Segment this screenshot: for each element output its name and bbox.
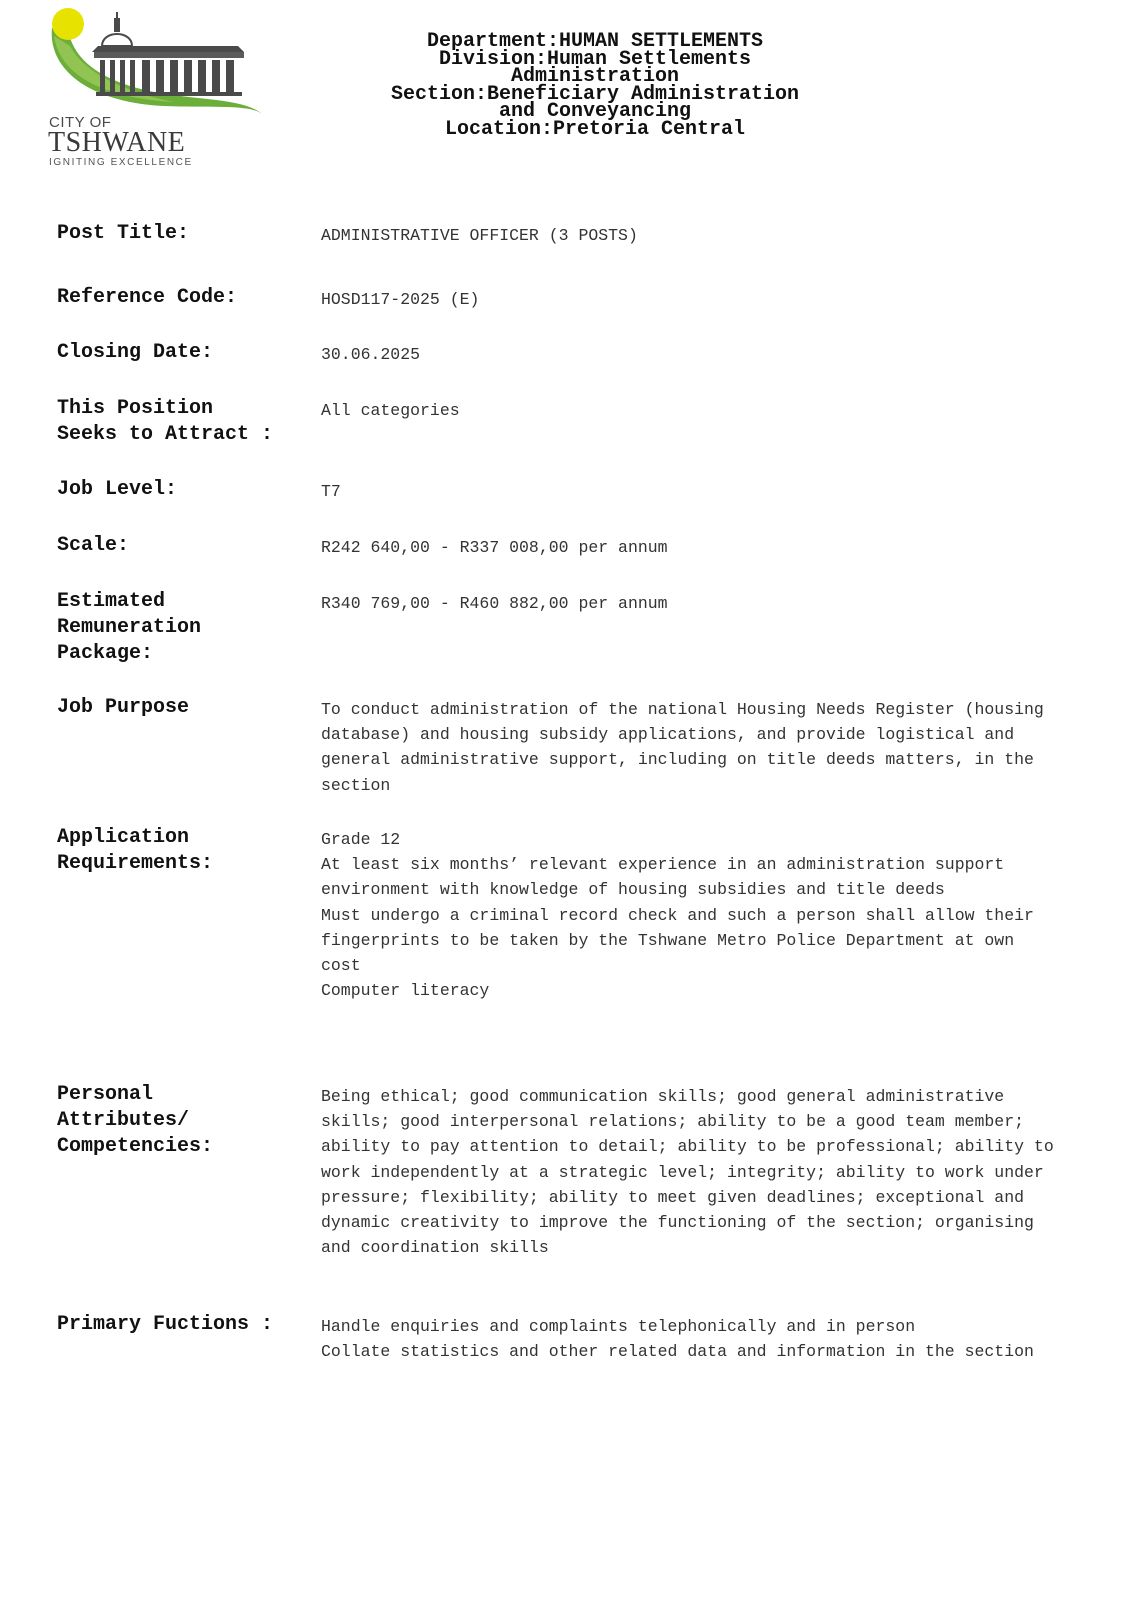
- requirement-item: Must undergo a criminal record check and such a person shall allow their fingerprints to be taken by the Tshwane Metro Police Department at own cost: [321, 905, 1034, 976]
- function-item: Handle enquiries and complaints telephonically and in person: [321, 1317, 916, 1336]
- requirement-item: Computer literacy: [321, 981, 490, 1001]
- application-requirements-label: Application Requirements:: [57, 826, 214, 875]
- primary-functions-list: [321, 1314, 1061, 1364]
- personal-attributes-label: Personal Attributes/ Competencies:: [57, 1083, 214, 1158]
- job-purpose-value: To conduct administration of the national Housing Needs Register (housing database) and housing subsidy applications, and provide logistical and general administrative support, including on title deeds matters, in the section: [321, 700, 1044, 795]
- scale-label: Scale:: [57, 534, 130, 557]
- post-title-label: Post Title:: [57, 222, 190, 245]
- personal-attributes-value: Being ethical; good communication skills; good general administrative skills; good interpersonal relations; ability to be a good team member; ability to pay attention to detail; ability to be professional; ability to work independently at a strategic level; integrity; ability to work under pressure; flexibility; ability to meet given deadlines; exceptional and dynamic creativity to improve the functioning of the section; organising and coordination skills: [321, 1087, 1054, 1258]
- application-requirements-list: [321, 827, 1061, 1003]
- closing-date-value: 30.06.2025: [321, 345, 421, 364]
- logo-name-text: TSHWANE: [48, 127, 186, 158]
- document-header: [335, 30, 855, 141]
- function-item: Collate statistics and other related data and information in the section: [321, 1342, 1034, 1362]
- job-level-value: T7: [321, 482, 341, 501]
- seeks-to-attract-label: This Position Seeks to Attract :: [57, 397, 274, 446]
- reference-code-value: HOSD117-2025 (E): [321, 290, 480, 309]
- remuneration-label: Estimated Remuneration Package:: [57, 590, 202, 665]
- logo-city-text: CITY OF: [49, 114, 112, 131]
- header-division: Division:Human Settlements: [438, 47, 752, 71]
- header-department: Department:HUMAN SETTLEMENTS: [426, 30, 764, 53]
- primary-functions-label: Primary Fuctions :: [57, 1313, 274, 1336]
- closing-date-label: Closing Date:: [57, 341, 214, 364]
- requirement-item: Grade 12: [321, 830, 401, 849]
- header-division-cont: Administration: [510, 65, 680, 88]
- seeks-to-attract-value: All categories: [321, 401, 460, 420]
- header-section-cont: and Conveyancing: [498, 100, 692, 123]
- logo-tagline-text: IGNITING EXCELLENCE: [49, 157, 193, 168]
- job-purpose-label: Job Purpose: [57, 696, 190, 719]
- city-hall-emblem-icon: [44, 6, 274, 116]
- post-title-value: ADMINISTRATIVE OFFICER (3 POSTS): [321, 226, 638, 245]
- remuneration-value: R340 769,00 - R460 882,00 per annum: [321, 594, 668, 613]
- requirement-item: At least six months’ relevant experience in an administration support environment with knowledge of housing subsidies and title deeds: [321, 855, 1005, 900]
- reference-code-label: Reference Code:: [57, 286, 238, 309]
- header-location: Location:Pretoria Central: [444, 117, 746, 141]
- job-level-label: Job Level:: [57, 478, 178, 501]
- header-section: Section:Beneficiary Administration: [390, 82, 800, 106]
- city-of-tshwane-logo: [44, 6, 274, 168]
- scale-value: R242 640,00 - R337 008,00 per annum: [321, 538, 668, 557]
